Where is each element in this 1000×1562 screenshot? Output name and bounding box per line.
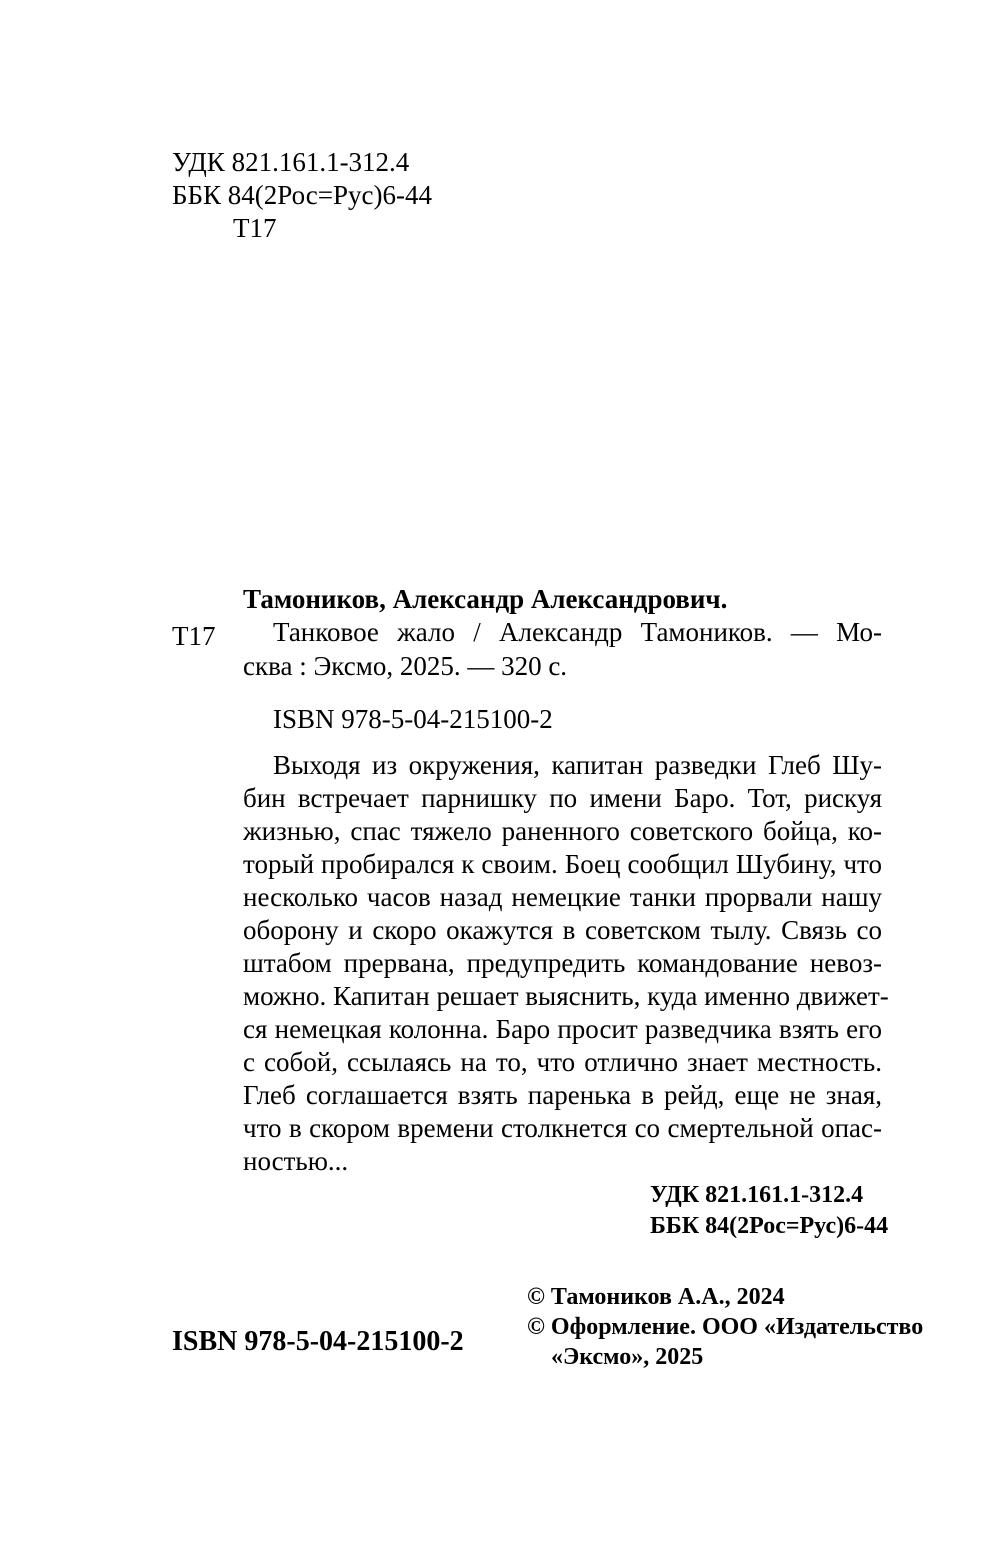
annotation-line: можно. Капитан решает выяснить, куда именно движет- <box>243 981 889 1011</box>
author-mark-top: Т17 <box>233 213 277 243</box>
annotation-line: Выходя из окружения, капитан разведки Глеб Шу- <box>273 750 882 780</box>
bbk-code-top: ББК 84(2Рос=Рус)6-44 <box>172 180 432 210</box>
annotation-line: несколько часов назад немецкие танки прорвали нашу <box>243 882 882 912</box>
annotation-line: ся немецкая колонна. Баро просит разведчика взять его <box>243 1014 882 1044</box>
annotation-line: что в скором времени столкнется со смертельной опас- <box>243 1113 882 1143</box>
annotation-line: бин встречает парнишку по имени Баро. Тот, рискуя <box>243 783 882 813</box>
udk-code-top: УДК 821.161.1-312.4 <box>172 147 410 177</box>
isbn-record: ISBN 978-5-04-215100-2 <box>273 704 553 734</box>
annotation-line: штабом прервана, предупредить командование невоз- <box>243 948 882 978</box>
annotation-line: оборону и скоро окажутся в советском тылу. Связь со <box>243 915 882 945</box>
isbn-footer: ISBN 978-5-04-215100-2 <box>172 1326 464 1357</box>
copyright-publisher: © Оформление. ООО «Издательство <box>527 1314 924 1340</box>
annotation-line: с собой, ссылаясь на то, что отлично знает местность. <box>243 1047 882 1077</box>
annotation-line: ностью... <box>243 1146 349 1176</box>
bbk-code: ББК 84(2Рос=Рус)6-44 <box>650 1213 889 1239</box>
udk-code: УДК 821.161.1-312.4 <box>650 1182 864 1208</box>
annotation-line: жизнью, спас тяжело раненного советского бойца, ко- <box>243 816 882 846</box>
annotation-line: Глеб соглашается взять паренька в рейд, еще не зная, <box>243 1080 882 1110</box>
title-line-1: Танковое жало / Александр Тамоников. — Мо- <box>273 617 882 647</box>
copyright-publisher-cont: «Эксмо», 2025 <box>551 1344 704 1370</box>
author-mark: Т17 <box>172 621 216 651</box>
annotation-line: торый пробирался к своим. Боец сообщил Шубину, что <box>243 849 882 879</box>
copyright-author: © Тамоников А.А., 2024 <box>527 1284 785 1310</box>
title-line-2: сква : Эксмо, 2025. — 320 с. <box>243 651 568 681</box>
author-heading: Тамоников, Александр Александрович. <box>243 584 728 614</box>
